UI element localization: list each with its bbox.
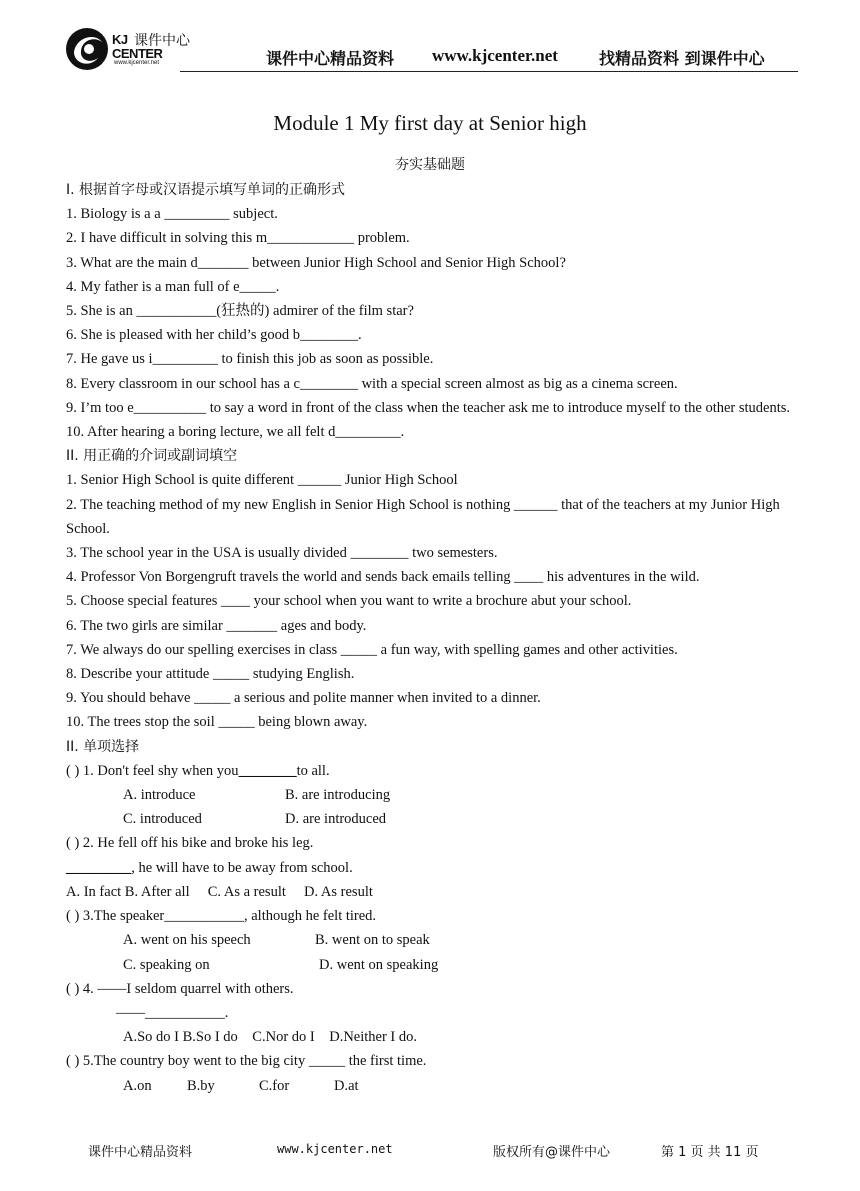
q5-option-b: B.by [187,1077,215,1094]
s2-item-9: 9. You should behave _____ a serious and polite manner when invited to a dinner. [66,690,541,707]
s2-item-4: 4. Professor Von Borgengruft travels the world and sends back emails telling ____ his adventures in the wild. [66,569,700,586]
q2-options: A. In fact B. After all C. As a result D. As result [66,883,373,900]
s2-item-2: 2. The teaching method of my new English in Senior High School is nothing ______ that of the teachers at my Junior High School. [66,496,780,537]
logo-url-text: www.kjcenter.net [114,60,160,66]
s1-item-6: 6. She is pleased with her child’s good b________. [66,327,362,344]
header-url[interactable]: www.kjcenter.net [432,46,558,65]
s1-item-3: 3. What are the main d_______ between Junior High School and Senior High School? [66,254,566,271]
q1-stem-pre: ( ) 1. Don't feel shy when you [66,762,239,779]
s2-item-8: 8. Describe your attitude _____ studying English. [66,666,355,683]
q2-stem: ( ) 2. He fell off his bike and broke his leg. [66,835,314,852]
q2-line2-text: , he will have to be away from school. [131,859,353,876]
section2-heading: II. 用正确的介词或副词填空 [66,448,238,465]
q3-option-b: B. went on to speak [315,932,430,949]
q3-options-ab [66,928,800,952]
q1-options-cd [66,807,800,831]
logo-kj-text: KJ [112,32,128,47]
q1-options-ab [66,783,800,807]
q5-option-a: A.on [123,1077,152,1094]
section3-heading: II. 单项选择 [66,738,140,755]
footer-page-number: 第 1 页 共 11 页 [661,1145,759,1160]
q4-reply: ——___________. [116,1004,229,1021]
document-body [66,178,800,1098]
logo-chinese-text: 课件中心 [134,33,190,49]
page-title: Module 1 My first day at Senior high [273,111,587,135]
logo-swirl-icon [64,24,110,72]
s2-item-5: 5. Choose special features ____ your school when you want to write a brochure abut your school. [66,593,632,610]
page-header [64,22,798,74]
s2-item-10: 10. The trees stop the soil _____ being blown away. [66,714,368,731]
s1-item-5: 5. She is an ___________(狂热的) admirer of the film star? [66,303,414,320]
q1-option-a: A. introduce [123,787,196,804]
q1-option-c: C. introduced [123,811,202,828]
s2-item-3: 3. The school year in the USA is usually divided ________ two semesters. [66,545,498,562]
s1-item-8: 8. Every classroom in our school has a c________ with a special screen almost as big as a cinema screen. [66,375,678,392]
s1-item-9: 9. I’m too e__________ to say a word in front of the class when the teacher ask me to introduce myself to the other students. [66,399,791,416]
footer-url[interactable]: www.kjcenter.net [277,1142,393,1156]
q2-line2 [66,856,800,880]
s1-item-4: 4. My father is a man full of e_____. [66,278,280,295]
q3-option-c: C. speaking on [123,956,210,973]
s2-item-6: 6. The two girls are similar _______ ages and body. [66,617,367,634]
header-divider [180,71,798,72]
s2-item-1: 1. Senior High School is quite different ______ Junior High School [66,472,458,489]
header-right-text: 找精品资料 到课件中心 [599,49,765,68]
q5-option-c: C.for [259,1077,290,1094]
q1-stem-blank: ________ [238,762,297,779]
s1-item-1: 1. Biology is a a _________ subject. [66,206,278,223]
footer-copyright: 版权所有@课件中心 [493,1145,611,1160]
s1-item-10: 10. After hearing a boring lecture, we all felt d_________. [66,424,405,441]
q4-options: A.So do I B.So I do C.Nor do I D.Neither I do. [123,1029,418,1046]
q5-option-d: D.at [334,1077,359,1094]
logo-center-text: CENTER [112,46,163,61]
section1-heading: I. 根据首字母或汉语提示填写单词的正确形式 [66,182,346,198]
q5-stem: ( ) 5.The country boy went to the big city _____ the first time. [66,1053,427,1070]
q3-stem: ( ) 3.The speaker___________, although he felt tired. [66,908,377,925]
q2-blank: _________ [66,859,132,876]
s1-item-7: 7. He gave us i_________ to finish this job as soon as possible. [66,351,434,368]
q5-options [66,1074,800,1098]
q1-option-d: D. are introduced [285,811,387,828]
q3-option-a: A. went on his speech [123,932,251,949]
q1-option-b: B. are introducing [285,787,391,804]
s2-item-7: 7. We always do our spelling exercises in class _____ a fun way, with spelling games and other activities. [66,641,678,658]
q3-options-cd [66,953,800,977]
q3-option-d: D. went on speaking [319,956,439,973]
header-left-text: 课件中心精品资料 [266,49,395,68]
kjcenter-logo [64,22,204,74]
footer-left-text: 课件中心精品资料 [88,1145,193,1160]
s1-item-2: 2. I have difficult in solving this m____________ problem. [66,230,410,247]
q1-stem-post: to all. [296,762,330,779]
page-subtitle: 夯实基础题 [395,157,465,173]
q4-stem: ( ) 4. ——I seldom quarrel with others. [66,980,294,997]
q1-stem [66,759,800,783]
